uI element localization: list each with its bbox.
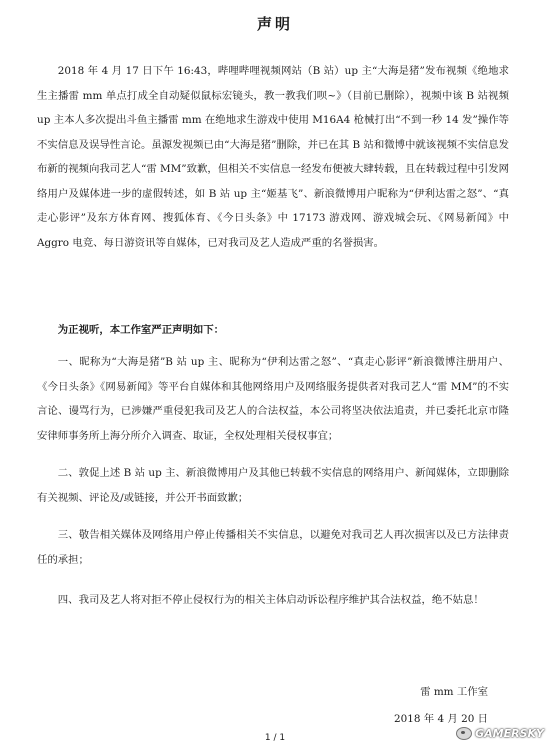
watermark [456,727,544,740]
statement-heading: 为正视听，本工作室严正声明如下： [57,324,225,336]
watermark-text: GAMERSKY [475,727,544,740]
document-title: 声明 [256,15,293,33]
statement-item-4: 四、我司及艺人将对拒不停止侵权行为的相关主体启动诉讼程序维护其合法权益，绝不姑息！ [57,594,484,606]
statement-item-2: 二、敦促上述 B 站 up 主、新浪微博用户及其他已转载不实信息的网络用户、新闻媒体，立即删除有关视频、评论及/或链接，并公开书面致歉； [37,467,509,504]
statement-item-1: 一、昵称为“大海是猪”B 站 up 主、昵称为“伊利达雷之怒”、“真走心影评”新浪微博注册用户、《今日头条》《网易新闻》等平台自媒体和其他网络用户及网络服务提供者对我司艺人“雷 MM”的不实言论、谩骂行为，已涉嫌严重侵犯我司及艺人的合法权益，本公司将坚决依法追责，并已委托北京市隆安律师事务所上海分所介入调查、取证，全权处理相关侵权事宜； [37,356,509,442]
page-number: 1 / 1 [264,733,286,743]
weibo-eye-icon [456,727,472,740]
statement-item-3: 三、敬告相关媒体及网络用户停止传播相关不实信息，以避免对我司艺人再次损害以及已方法律责任的承担； [37,529,509,566]
signature: 雷 mm 工作室 [420,686,488,698]
signature-date: 2018 年 4 月 20 日 [394,713,488,725]
statement-paragraph: 2018 年 4 月 17 日下午 16:43，哔哩哔哩视频网站（B 站）up 主“大海是猪”发布视频《绝地求生主播雷 mm 单点打成全自动疑似鼠标宏镜头，教一教我们呗~》（目前已删除），视频中该 B 站视频 up 主本人多次提出斗鱼主播雷 mm 在绝地求生游戏中使用 M16A4 枪械打出“不到一秒 14 发”操作等不实信息及误导性言论。虽源发视频已由“大海是猪”删除，并已在其 B 站和微博中就该视频不实信息发布新的视频向我司艺人“雷 MM”致歉，但相关不实信息一经发布便被大肆转载，且在转载过程中引发网络用户及媒体进一步的虚假转述，如 B 站 up 主“姬基飞”、新浪微博用户昵称为“伊利达雷之怒”、“真走心影评”及东方体育网、搜狐体育、《今日头条》中 17173 游戏网、游戏城会玩、《网易新闻》中 Aggro 电竞、每日游资讯等自媒体，已对我司及艺人造成严重的名誉损害。 [37,65,509,249]
